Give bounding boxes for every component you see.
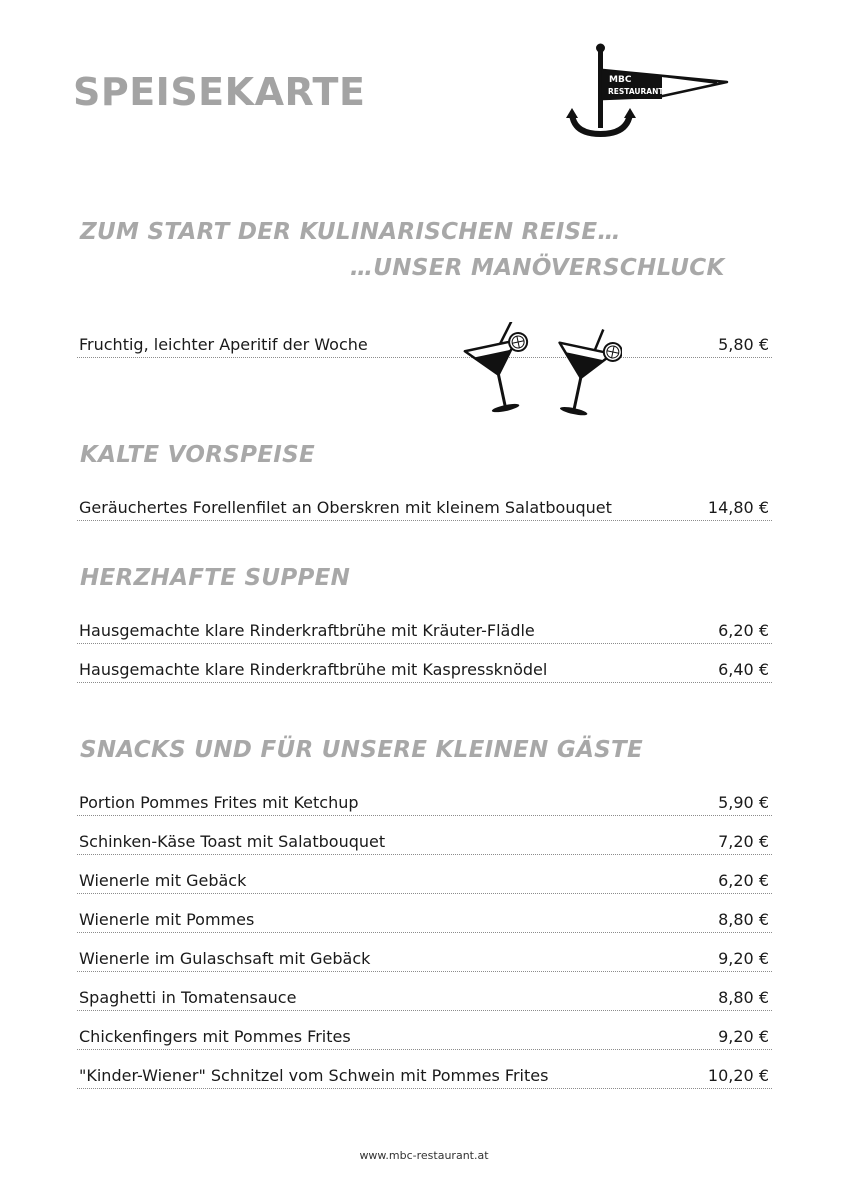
menu-item-row	[77, 1062, 772, 1089]
menu-item-price: 6,40 €	[718, 660, 769, 679]
menu-item-price: 10,20 €	[707, 1066, 769, 1085]
menu-item-name: "Kinder-Wiener" Schnitzel vom Schwein mit Pommes Frites	[79, 1066, 549, 1085]
menu-item-name: Fruchtig, leichter Aperitif der Woche	[79, 335, 368, 354]
restaurant-logo	[562, 42, 730, 138]
menu-item-name: Wienerle mit Pommes	[79, 910, 255, 929]
menu-item-name: Hausgemachte klare Rinderkraftbrühe mit Kräuter-Flädle	[79, 621, 535, 640]
menu-item-price: 9,20 €	[718, 1027, 769, 1046]
menu-item-price: 7,20 €	[718, 832, 769, 851]
menu-item-name: Chickenfingers mit Pommes Frites	[79, 1027, 351, 1046]
menu-item-name: Portion Pommes Frites mit Ketchup	[79, 793, 359, 812]
menu-item-name: Schinken-Käse Toast mit Salatbouquet	[79, 832, 386, 851]
menu-item-name: Geräuchertes Forellenfilet an Oberskren mit kleinem Salatbouquet	[79, 498, 612, 517]
section-heading-start-line1: ZUM START DER KULINARISCHEN REISE…	[80, 219, 621, 245]
menu-item-row	[77, 789, 772, 816]
menu-item-row	[77, 867, 772, 894]
menu-item-price: 5,80 €	[718, 335, 769, 354]
section-heading-soups: HERZHAFTE SUPPEN	[80, 565, 351, 591]
anchor-flag-logo-icon	[562, 42, 730, 138]
footer-website-link[interactable]: www.mbc-restaurant.at	[359, 1149, 489, 1162]
menu-item-row	[77, 984, 772, 1011]
menu-item-price: 8,80 €	[718, 988, 769, 1007]
section-heading-cold-starter: KALTE VORSPEISE	[80, 442, 316, 468]
menu-item-price: 6,20 €	[718, 871, 769, 890]
menu-item-name: Wienerle im Gulaschsaft mit Gebäck	[79, 949, 371, 968]
menu-item-row	[77, 906, 772, 933]
page-title: SPEISEKARTE	[73, 70, 366, 114]
menu-item-price: 6,20 €	[718, 621, 769, 640]
menu-item-price: 9,20 €	[718, 949, 769, 968]
menu-item-row	[77, 656, 772, 683]
menu-item-price: 14,80 €	[707, 498, 769, 517]
section-heading-start-line2: …UNSER MANÖVERSCHLUCK	[350, 255, 725, 281]
logo-text-restaurant: RESTAURANT	[608, 87, 664, 96]
menu-item-row	[77, 617, 772, 644]
menu-item-price: 8,80 €	[718, 910, 769, 929]
menu-item-price: 5,90 €	[718, 793, 769, 812]
menu-item-name: Wienerle mit Gebäck	[79, 871, 247, 890]
menu-item-row	[77, 828, 772, 855]
menu-item-row	[77, 945, 772, 972]
logo-text-mbc: MBC	[609, 75, 632, 85]
menu-item-row	[77, 331, 772, 358]
menu-item-row	[77, 1023, 772, 1050]
menu-item-name: Spaghetti in Tomatensauce	[79, 988, 297, 1007]
menu-item-name: Hausgemachte klare Rinderkraftbrühe mit Kaspressknödel	[79, 660, 548, 679]
menu-item-row	[77, 494, 772, 521]
cocktail-glasses-icon	[462, 322, 622, 427]
section-heading-snacks: SNACKS UND FÜR UNSERE KLEINEN GÄSTE	[80, 737, 644, 763]
